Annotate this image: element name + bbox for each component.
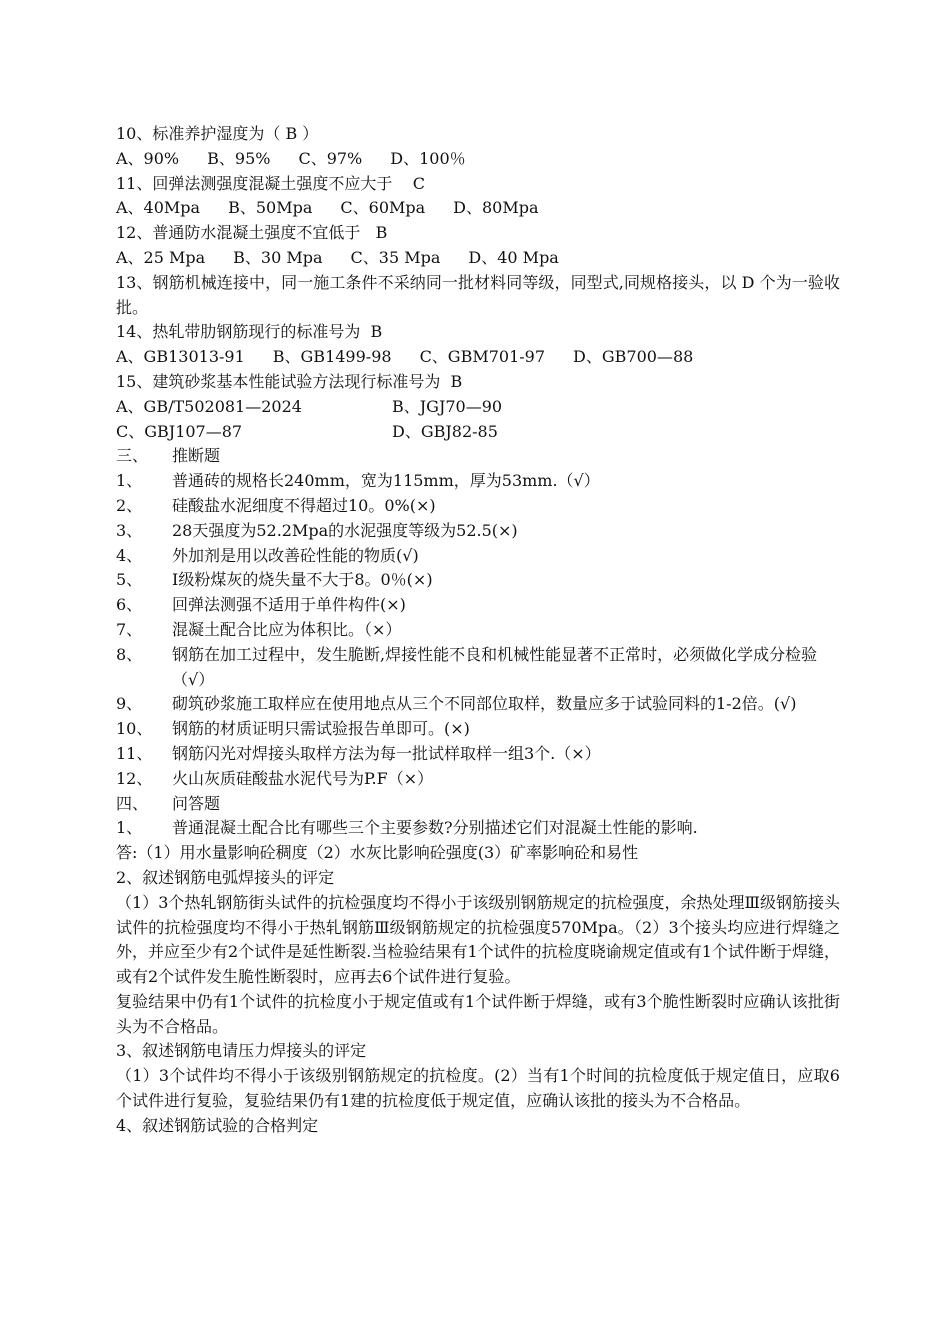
item-number: 7、	[116, 619, 143, 639]
question-14-stem: 14、热轧带肋钢筋现行的标准号为 B	[116, 322, 383, 342]
option: A、GB13013-91	[116, 347, 245, 367]
judgment-item	[116, 568, 840, 593]
section-3-heading	[116, 444, 840, 469]
question-10-options	[116, 147, 840, 172]
item-text: 外加剂是用以改善砼性能的物质(√)	[172, 545, 419, 565]
judgment-item	[116, 544, 840, 569]
essay-question-1	[116, 816, 840, 841]
judgment-item	[116, 469, 840, 494]
question-10-stem: 10、标准养护湿度为（ B ）	[116, 124, 319, 143]
item-text: 28天强度为52.2Mpa的水泥强度等级为52.5(×)	[172, 520, 518, 540]
item-text: 混凝土配合比应为体积比。（×）	[172, 619, 402, 639]
item-text: Ⅰ级粉煤灰的烧失量不大于8。0％(×)	[172, 570, 433, 590]
section-title: 推断题	[172, 446, 221, 466]
section-number: 三、	[116, 446, 149, 466]
question-12-stem: 12、普通防水混凝土强度不宜低于 B	[116, 223, 388, 243]
question-15-options-row2	[116, 420, 840, 445]
option: A、GB/T502081—2024	[116, 396, 302, 416]
option: B、GB1499-98	[272, 347, 392, 367]
essay-question-2: 2、叙述钢筋电弧焊接头的评定	[116, 867, 335, 887]
item-text: 普通混凝土配合比有哪些三个主要参数?分别描述它们对混凝土性能的影响.	[172, 818, 698, 838]
essay-answer-2-paragraph-2: 复验结果中仍有1个试件的抗检度小于规定值或有1个试件断于焊缝，或有3个脆性断裂时应确认该批街头为不合格品。	[116, 991, 840, 1036]
section-number: 四、	[116, 793, 149, 813]
item-number: 3、	[116, 520, 143, 540]
item-text: 火山灰质硅酸盐水泥代号为P.F（×）	[172, 768, 434, 788]
option: C、60Mpa	[340, 198, 426, 218]
item-text: 普通砖的规格长240mm，宽为115mm，厚为53mm.（√）	[172, 471, 600, 491]
option: C、97%	[298, 148, 363, 168]
option: C、GBJ107—87	[116, 421, 243, 441]
item-number: 9、	[116, 694, 143, 714]
item-number: 6、	[116, 595, 143, 615]
item-number: 1、	[116, 818, 143, 838]
option: D、40 Mpa	[468, 247, 559, 267]
option: B、30 Mpa	[233, 247, 323, 267]
item-number: 4、	[116, 545, 143, 565]
item-number: 10、	[116, 719, 153, 739]
item-number: 1、	[116, 471, 143, 491]
question-15-stem: 15、建筑砂浆基本性能试验方法现行标准号为 B	[116, 371, 463, 391]
option: C、GBM701-97	[419, 347, 546, 367]
essay-answer-1: 答:（1）用水量影响砼稠度（2）水灰比影响砼强度(3）矿率影响砼和易性	[116, 843, 639, 863]
essay-question-4: 4、叙述钢筋试验的合格判定	[116, 1115, 319, 1135]
item-number: 5、	[116, 570, 143, 590]
judgment-item	[116, 494, 840, 519]
question-11-options	[116, 196, 840, 221]
judgment-item	[116, 519, 840, 544]
item-number: 8、	[116, 644, 143, 664]
option: B、JGJ70—90	[392, 396, 503, 416]
item-text: 回弹法测强不适用于单件构件(×)	[172, 595, 406, 615]
question-14-options	[116, 345, 840, 370]
option: D、80Mpa	[453, 198, 539, 218]
option: A、25 Mpa	[116, 247, 206, 267]
question-15-options-row1	[116, 395, 840, 420]
judgment-item	[116, 593, 840, 618]
item-number: 2、	[116, 495, 143, 515]
judgment-item	[116, 767, 840, 792]
judgment-item	[116, 692, 840, 717]
essay-question-3: 3、叙述钢筋电请压力焊接头的评定	[116, 1041, 367, 1061]
item-number: 11、	[116, 743, 153, 763]
option: D、GBJ82-85	[392, 421, 498, 441]
item-text: 钢筋闪光对焊接头取样方法为每一批试样取样一组3个.（×）	[172, 743, 601, 763]
judgment-item	[116, 742, 840, 767]
section-title: 问答题	[172, 793, 221, 813]
item-number: 12、	[116, 768, 153, 788]
judgment-item	[116, 618, 840, 643]
question-13-stem: 13、钢筋机械连接中，同一施工条件不采纳同一批材料同等级，同型式,同规格接头，以 D 个为一验收批。	[116, 272, 840, 317]
essay-answer-3: （1）3个试件均不得小于该级别钢筋规定的抗检度。(2）当有1个时间的抗检度低于规定值日，应取6个试件进行复验，复验结果仍有1建的抗检度低于规定值，应确认该批的接头为不合格品。	[116, 1066, 840, 1111]
judgment-item	[116, 717, 840, 742]
option: C、35 Mpa	[350, 247, 441, 267]
section-4-heading	[116, 792, 840, 817]
question-12-options	[116, 246, 840, 271]
option: A、40Mpa	[116, 198, 201, 218]
item-text: 砌筑砂浆施工取样应在使用地点从三个不同部位取样，数量应多于试验同料的1-2倍。(√)	[172, 694, 797, 714]
question-11-stem: 11、回弹法测强度混凝土强度不应大于 C	[116, 173, 425, 193]
option: D、100％	[390, 148, 466, 168]
item-text: 钢筋在加工过程中，发生脆断,焊接性能不良和机械性能显著不正常时，必须做化学成分检验（√）	[172, 644, 818, 689]
option: D、GB700—88	[573, 347, 694, 367]
item-text: 钢筋的材质证明只需试验报告单即可。(×)	[172, 719, 470, 739]
option: A、90%	[116, 148, 180, 168]
option: B、95%	[207, 148, 271, 168]
essay-answer-2-paragraph-1: （1）3个热轧钢筋街头试件的抗检强度均不得小于该级别钢筋规定的抗检强度，余热处理Ⅲ级钢筋接头试件的抗检强度均不得小于热轧钢筋Ⅲ级钢筋规定的抗检强度570Mpa。（2）3个接头均应进行焊缝之外，并应至少有2个试件是延性断裂.当检验结果有1个试件的抗检度晓谕规定值或有1个试件断于焊缝，或有2个试件发生脆性断裂时，应再去6个试件进行复验。	[116, 892, 840, 987]
option: B、50Mpa	[228, 198, 313, 218]
judgment-item	[116, 643, 840, 693]
item-text: 硅酸盐水泥细度不得超过10。0%(×)	[172, 495, 436, 515]
